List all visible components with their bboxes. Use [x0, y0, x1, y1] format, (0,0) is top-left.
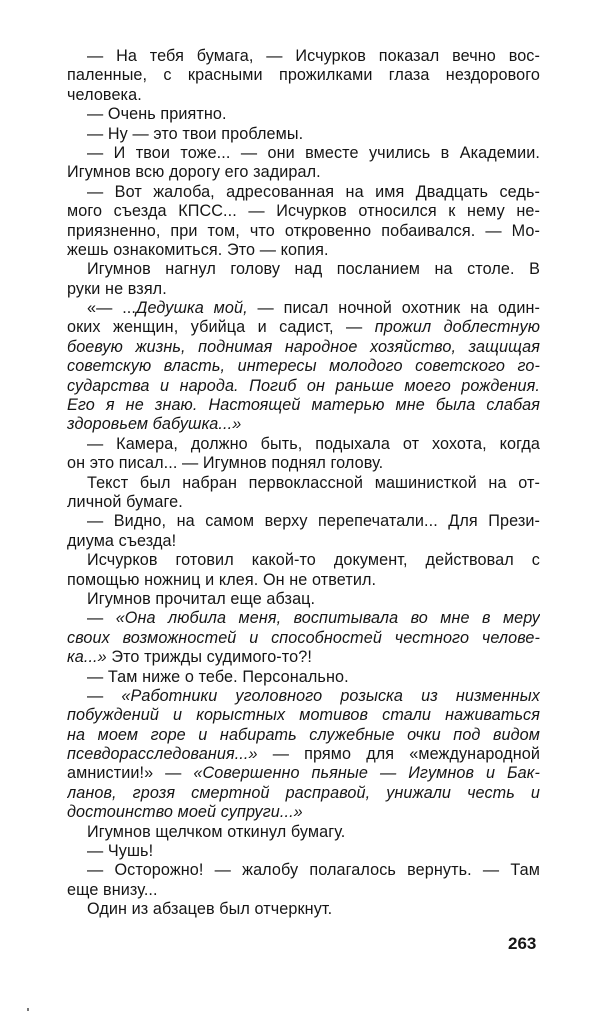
- text-segment: Игумнов щелчком откинул бумагу.: [87, 822, 346, 841]
- text-segment: — прямо для «международной: [257, 745, 540, 764]
- text-line: [67, 86, 540, 105]
- text-segment: Один из абзацев был отчеркнут.: [87, 900, 333, 919]
- text-line: [67, 803, 540, 822]
- text-segment: —: [87, 686, 122, 705]
- text-line: [67, 900, 540, 919]
- text-line: [67, 784, 540, 803]
- text-segment: Текст был набран первоклассной машинисткой на от-: [87, 473, 540, 492]
- quoted-italic-text: боевую жизнь, поднимая народное хозяйство, защищая: [67, 337, 540, 356]
- text-line: [67, 66, 540, 85]
- quoted-italic-text: достоинство моей супруги...»: [67, 803, 303, 822]
- text-line: [67, 668, 540, 687]
- quoted-italic-text: «Совершенно пьяные — Игумнов и Бак-: [193, 764, 540, 783]
- text-segment: Исчурков готовил какой-то документ, действовал с: [87, 551, 540, 570]
- text-segment: — Чушь!: [87, 842, 154, 861]
- text-line: [67, 144, 540, 163]
- text-line: [67, 842, 540, 861]
- text-segment: оких женщин, убийца и садист, —: [67, 318, 375, 337]
- scan-speck: [27, 1008, 29, 1011]
- text-segment: руки не взял.: [67, 279, 167, 298]
- text-line: [67, 726, 540, 745]
- text-segment: Это трижды судимого-то?!: [106, 648, 312, 667]
- quoted-italic-text: сударства и народа. Погиб он раньше моего рождения.: [67, 376, 540, 395]
- quoted-italic-text: прожил доблестную: [374, 318, 540, 337]
- text-line: [67, 47, 540, 66]
- text-line: [67, 299, 540, 318]
- text-line: [67, 745, 540, 764]
- text-line: [67, 415, 540, 434]
- text-segment: — Вот жалоба, адресованная на имя Двадцать седь-: [87, 182, 540, 201]
- text-line: [67, 590, 540, 609]
- page-number: 263: [508, 934, 537, 953]
- text-segment: — На тебя бумага, — Исчурков показал вечно вос-: [87, 47, 540, 65]
- text-line: [67, 222, 540, 241]
- text-segment: — Очень приятно.: [87, 105, 227, 124]
- text-line: [67, 532, 540, 551]
- text-line: [67, 202, 540, 221]
- text-line: [67, 609, 540, 628]
- text-segment: жешь ознакомиться. Это — копия.: [67, 240, 329, 259]
- text-segment: — И твои тоже... — они вместе учились в Академии.: [87, 143, 540, 162]
- text-segment: амнистии!» —: [67, 764, 194, 783]
- text-line: [67, 163, 540, 182]
- text-line: [67, 318, 540, 337]
- text-segment: Игумнов прочитал еще абзац.: [87, 589, 316, 608]
- text-segment: еще внизу...: [67, 880, 158, 899]
- text-line: [67, 512, 540, 531]
- text-line: [67, 706, 540, 725]
- quoted-italic-text: побуждений и корыстных мотивов стали наживаться: [67, 706, 540, 725]
- text-line: [67, 474, 540, 493]
- quoted-italic-text: на моем горе и набирать служебные очки под видом: [67, 725, 540, 744]
- text-line: [67, 377, 540, 396]
- text-line: [67, 648, 540, 667]
- text-line: [67, 881, 540, 900]
- text-segment: — Видно, на самом верху перепечатали... Для Прези-: [87, 512, 540, 531]
- text-line: [67, 629, 540, 648]
- quoted-italic-text: здоровьем бабушка...»: [67, 415, 242, 434]
- text-line: [67, 338, 540, 357]
- text-line: [67, 435, 540, 454]
- text-line: [67, 260, 540, 279]
- text-segment: — писал ночной охотник на один-: [247, 299, 540, 318]
- text-line: [67, 280, 540, 299]
- quoted-italic-text: советскую власть, интересы молодого советского го-: [67, 357, 540, 376]
- text-segment: он это писал... — Игумнов поднял голову.: [67, 454, 384, 473]
- text-segment: Игумнов нагнул голову над посланием на столе. В: [87, 260, 540, 279]
- text-segment: — Камера, должно быть, подыхала от хохота, когда: [87, 434, 540, 453]
- text-segment: — Осторожно! — жалобу полагалось вернуть. — Там: [87, 861, 540, 880]
- quoted-italic-text: псевдорасследования...»: [67, 745, 258, 764]
- text-line: [67, 493, 540, 512]
- text-line: [67, 396, 540, 415]
- quoted-italic-text: «Она любила меня, воспитывала во мне в меру: [115, 609, 540, 628]
- quoted-italic-text: Дедушка мой,: [136, 299, 248, 318]
- quoted-italic-text: ка...»: [67, 648, 107, 667]
- text-line: [67, 105, 540, 124]
- quoted-italic-text: Его я не знаю. Настоящей матерью мне была слабая: [67, 396, 540, 415]
- text-segment: человека.: [67, 85, 142, 104]
- text-segment: — Там ниже о тебе. Персонально.: [87, 667, 349, 686]
- text-line: [67, 764, 540, 783]
- text-segment: приязненно, при том, что откровенно побаивался. — Мо-: [67, 221, 540, 240]
- text-segment: помощью ножниц и клея. Он не ответил.: [67, 570, 377, 589]
- text-segment: личной бумаге.: [67, 492, 183, 511]
- text-line: [67, 823, 540, 842]
- text-line: [67, 241, 540, 260]
- text-segment: паленные, с красными прожилками глаза нездорового: [67, 66, 540, 85]
- text-segment: диума съезда!: [67, 531, 177, 550]
- book-page-text: [67, 47, 540, 920]
- text-line: [67, 454, 540, 473]
- text-segment: — Ну — это твои проблемы.: [87, 124, 304, 143]
- text-segment: —: [87, 609, 116, 628]
- text-segment: Игумнов всю дорогу его задирал.: [67, 163, 321, 182]
- quoted-italic-text: «Работники уголовного розыска из низменных: [121, 686, 540, 705]
- text-line: [67, 861, 540, 880]
- text-line: [67, 125, 540, 144]
- text-line: [67, 687, 540, 706]
- quoted-italic-text: ланов, грозя смертной расправой, унижали честь и: [67, 783, 540, 802]
- text-line: [67, 571, 540, 590]
- text-line: [67, 357, 540, 376]
- text-line: [67, 551, 540, 570]
- text-segment: «— ...: [87, 299, 136, 318]
- quoted-italic-text: своих возможностей и способностей честного челове-: [67, 628, 540, 647]
- text-segment: мого съезда КПСС... — Исчурков относился к нему не-: [67, 202, 540, 221]
- text-line: [67, 183, 540, 202]
